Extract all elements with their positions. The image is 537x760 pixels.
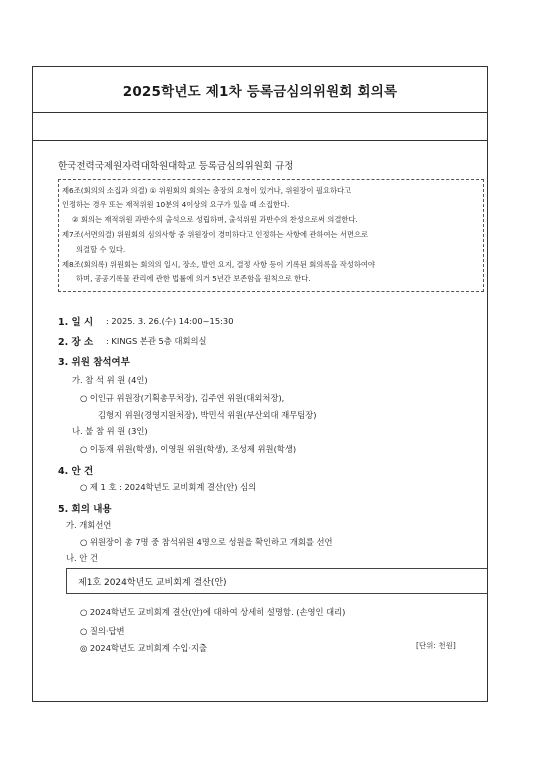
agenda-box-title: 제1호 2024학년도 교비회계 결산(안) [78, 578, 227, 588]
page-title: 2025학년도 제1차 등록금심의위원회 회의록 [122, 84, 398, 100]
absent-members-label: 나. 불 참 위 원 (3인) [72, 426, 148, 436]
attending-members-label: 가. 참 석 위 원 (4인) [72, 375, 148, 385]
discussion-line: ○ 2024학년도 교비회계 결산(안)에 대하여 상세히 설명함. (손영인 대리) [80, 607, 346, 617]
section-1-value: : 2025. 3. 26.(수) 14:00~15:30 [106, 316, 234, 326]
regulation-line: 제8조(회의록) 위원회는 회의의 일시, 장소, 발언 요지, 결정 사항 등이 기록된 회의록을 작성하여야 [62, 260, 375, 269]
discussion-line: ○ 질의·답변 [80, 626, 125, 636]
discussion-line: ◎ 2024학년도 교비회계 수입·지출 [80, 643, 208, 653]
regulation-title: 한국전력국제원자력대학원대학교 등록금심의위원회 규정 [58, 161, 294, 172]
attending-members-line: 김형지 위원(경영지원처장), 박민석 위원(부산외대 재무팀장) [98, 410, 317, 420]
regulation-line: 하며, 공공기록물 관리에 관한 법률에 의거 5년간 보존함을 원칙으로 한다. [76, 274, 311, 283]
agenda-label: 나. 안 건 [66, 553, 98, 563]
regulation-line: 제7조(서면의결) 위원회의 심의사항 중 위원장이 경미하다고 인정하는 사항에 관하여는 서면으로 [62, 230, 369, 239]
section-3-heading: 3. 위원 참석여부 [58, 357, 130, 368]
unit-label: [단위: 천원] [416, 641, 456, 650]
title-divider [32, 112, 488, 113]
opening-label: 가. 개회선언 [66, 520, 112, 530]
regulation-line: 제6조(회의의 소집과 의결) ① 위원회의 회의는 총장의 요청이 있거나, 위원장이 필요하다고 [62, 186, 352, 195]
section-5-heading: 5. 회의 내용 [58, 504, 112, 515]
section-2-value: : KINGS 본관 5층 대회의실 [106, 336, 207, 346]
agenda-item: ○ 제 1 호 : 2024학년도 교비회계 결산(안) 심의 [80, 482, 257, 492]
header-divider [32, 140, 488, 141]
attending-members-line: ○ 이인규 위원장(기획총무처장), 김주연 위원(대외처장), [80, 393, 285, 403]
opening-line: ○ 위원장이 총 7명 중 참석위원 4명으로 성원을 확인하고 개회를 선언 [80, 537, 333, 547]
regulation-line: 의결할 수 있다. [76, 245, 126, 254]
absent-members-line: ○ 이동재 위원(학생), 이영원 위원(학생), 조성제 위원(학생) [80, 444, 297, 454]
section-2-label: 2. 장 소 [58, 337, 94, 348]
section-1-label: 1. 일 시 [58, 317, 94, 328]
regulation-line: ② 회의는 재적위원 과반수의 출석으로 성립하며, 출석위원 과반수의 찬성으로써 의결한다. [72, 215, 358, 224]
regulation-line: 인정하는 경우 또는 재적위원 10분의 4이상의 요구가 있을 때 소집한다. [62, 200, 290, 209]
section-4-heading: 4. 안 건 [58, 466, 94, 477]
